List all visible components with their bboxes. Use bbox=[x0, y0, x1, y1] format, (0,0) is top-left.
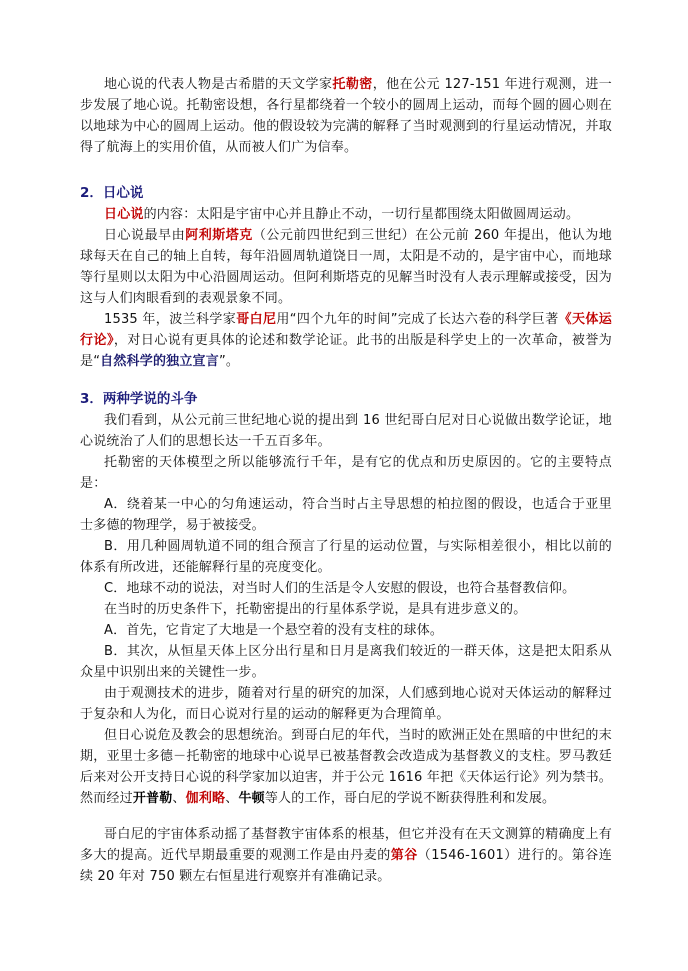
name-copernicus: 哥白尼 bbox=[236, 312, 277, 327]
text-span: 、 bbox=[172, 791, 186, 806]
text-span: 1535 年，波兰科学家 bbox=[104, 312, 237, 327]
paragraph-church-persecution bbox=[80, 725, 612, 809]
paragraph-historical-significance: 在当时的历史条件下，托勒密提出的行星体系学说，是具有进步意义的。 bbox=[104, 602, 527, 617]
name-aristarchus: 阿利斯塔克 bbox=[185, 228, 253, 243]
paragraph-geocentric-ptolemy bbox=[80, 74, 612, 158]
book-title: 《天体运行论》 bbox=[80, 312, 612, 348]
text-span: 的内容：太阳是宇宙中心并且静止不动，一切行星都围绕太阳做圆周运动。 bbox=[143, 207, 580, 222]
text-span: ，他在公元 127-151 年进行观测，进一步发展了地心说。托勒密设想，各行星都绕着一个较小的圆周上运动，而每个圆的圆心则在以地球为中心的圆周上运动。他的假设较为完满的解释了当时观测到的行星运动情况，并取得了航海上的实用价值，从而被人们广为信奉。 bbox=[80, 77, 612, 155]
name-newton: 牛顿 bbox=[238, 791, 265, 806]
list-item-b2: B．其次，从恒星天体上区分出行星和日月是离我们较近的一群天体，这是把太阳系从众星中识别出来的关键性一步。 bbox=[80, 644, 612, 680]
text-span: （公元前四世纪到三世纪）在公元前 260 年提出，他认为地球每天在自己的轴上自转，每年沿圆周轨道饶日一周，太阳是不动的，是宇宙中心，而地球等行星则以太阳为中心沿圆周运动。但阿利斯塔克的见解当时没有人表示理解或接受，因为这与人们肉眼看到的表观景象不同。 bbox=[80, 228, 612, 306]
text-span: 地心说的代表人物是古希腊的天文学家 bbox=[104, 77, 333, 92]
text-span: （1546-1601）进行的。第谷连续 20 年对 750 颗左右恒星进行观察并有准确记录。 bbox=[80, 848, 612, 884]
list-item-a2: A．首先，它肯定了大地是一个悬空着的没有支柱的球体。 bbox=[104, 623, 444, 638]
paragraph-overview: 我们看到，从公元前三世纪地心说的提出到 16 世纪哥白尼对日心说做出数学论证，地心说统治了人们的思想长达一千五百多年。 bbox=[80, 413, 612, 449]
paragraph-tycho bbox=[80, 824, 612, 887]
name-ptolemy: 托勒密 bbox=[332, 77, 373, 92]
quote-declaration: 自然科学的独立宣言 bbox=[100, 354, 219, 369]
paragraph-ptolemy-features: 托勒密的天体模型之所以能够流行千年，是有它的优点和历史原因的。它的主要特点是： bbox=[80, 455, 612, 491]
section-heading-heliocentric: 2．日心说 bbox=[80, 185, 144, 201]
text-span: ，对日心说有更具体的论述和数学论证。此书的出版是科学史上的一次革命，被誉为是“ bbox=[80, 333, 613, 369]
list-item-a: A．绕着某一中心的匀角速运动，符合当时占主导思想的柏拉图的假设，也适合于亚里士多德的物理学，易于被接受。 bbox=[80, 497, 612, 533]
text-span: 等人的工作，哥白尼的学说不断获得胜利和发展。 bbox=[264, 791, 556, 806]
text-span: 用“四个九年的时间”完成了长达六卷的科学巨著 bbox=[276, 312, 559, 327]
list-item-b: B．用几种圆周轨道不同的组合预言了行星的运动位置，与实际相差很小，相比以前的体系有所改进，还能解释行星的亮度变化。 bbox=[80, 539, 612, 575]
list-item-c: C．地球不动的说法，对当时人们的生活是令人安慰的假设，也符合基督教信仰。 bbox=[104, 581, 576, 596]
paragraph-observation-advances: 由于观测技术的进步，随着对行星的研究的加深，人们感到地心说对天体运动的解释过于复杂和人为化，而日心说对行星的运动的解释更为合理简单。 bbox=[80, 686, 612, 722]
text-span: 日心说最早由 bbox=[104, 228, 186, 243]
text-span: ”。 bbox=[218, 354, 240, 369]
paragraph-copernicus bbox=[80, 309, 612, 372]
name-tycho: 第谷 bbox=[390, 848, 418, 863]
paragraph-heliocentric-definition bbox=[80, 204, 612, 225]
section-heading-struggle: 3．两种学说的斗争 bbox=[80, 391, 198, 407]
text-span: 、 bbox=[225, 791, 239, 806]
text-span: 哥白尼的宇宙体系动摇了基督教宇宙体系的根基，但它并没有在天文测算的精确度上有多大的提高。近代早期最重要的观测工作是由丹麦的 bbox=[80, 827, 612, 863]
name-kepler: 开普勒 bbox=[132, 791, 173, 806]
term-heliocentric: 日心说 bbox=[104, 207, 144, 222]
name-galileo: 伽利略 bbox=[185, 791, 226, 806]
paragraph-aristarchus bbox=[80, 225, 612, 309]
text-span: 但日心说危及教会的思想统治。到哥白尼的年代，当时的欧洲正处在黑暗的中世纪的末期，亚里士多德－托勒密的地球中心说早已被基督教会改造成为基督教义的支柱。罗马教廷后来对公开支持日心说的科学家加以迫害，并于公元 1616 年把《天体运行论》列为禁书。然而经过 bbox=[80, 728, 612, 806]
